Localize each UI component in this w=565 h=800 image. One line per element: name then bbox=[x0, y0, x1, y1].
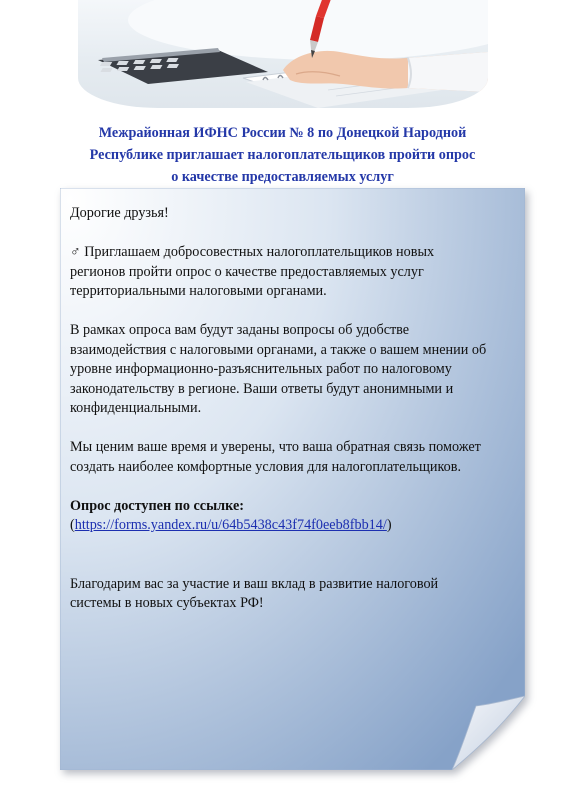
link-close-paren: ) bbox=[386, 517, 392, 533]
page-title bbox=[60, 122, 505, 188]
invite-line: Приглашаем добросовестных налогоплательщиков новых bbox=[80, 244, 435, 260]
survey-line: законодательству в регионе. Ваши ответы будут анонимными и bbox=[70, 380, 454, 397]
invite-line: территориальными налоговыми органами. bbox=[70, 283, 327, 299]
title-line: Межрайонная ИФНС России № 8 по Донецкой Народной bbox=[98, 125, 467, 141]
survey-line: конфиденциальными. bbox=[70, 400, 202, 416]
male-sign-icon: ♂ bbox=[70, 244, 81, 260]
value-line: создать наиболее комфортные условия для налогоплательщиков. bbox=[70, 458, 461, 475]
survey-line: уровне информационно-разъяснительных работ по налоговому bbox=[70, 361, 452, 377]
title-line: о качестве предоставляемых услуг bbox=[171, 169, 394, 185]
header-photo bbox=[78, 0, 488, 108]
link-heading: Опрос доступен по ссылке: bbox=[70, 497, 244, 514]
title-line: Республике приглашает налогоплательщиков пройти опрос bbox=[89, 147, 476, 163]
note-card bbox=[60, 188, 525, 770]
survey-line: взаимодействия с налоговыми органами, а также о вашем мнении об bbox=[70, 341, 487, 358]
thanks-line: Благодарим вас за участие и ваш вклад в развитие налоговой bbox=[70, 575, 439, 592]
card-text bbox=[70, 204, 515, 614]
survey-link[interactable]: https://forms.yandex.ru/u/64b5438c43f74f0eeb8fbb14/ bbox=[74, 517, 387, 533]
value-line: Мы ценим ваше время и уверены, что ваша обратная связь поможет bbox=[70, 439, 481, 455]
invite-paragraph bbox=[70, 243, 515, 263]
invite-line: регионов пройти опрос о качестве предоставляемых услуг bbox=[70, 263, 424, 280]
thanks-line: системы в новых субъектах РФ! bbox=[70, 595, 264, 611]
greeting: Дорогие друзья! bbox=[70, 205, 169, 221]
link-open-paren: ( bbox=[70, 517, 75, 533]
link-paragraph bbox=[70, 516, 515, 536]
survey-line: В рамках опроса вам будут заданы вопросы об удобстве bbox=[70, 322, 410, 338]
